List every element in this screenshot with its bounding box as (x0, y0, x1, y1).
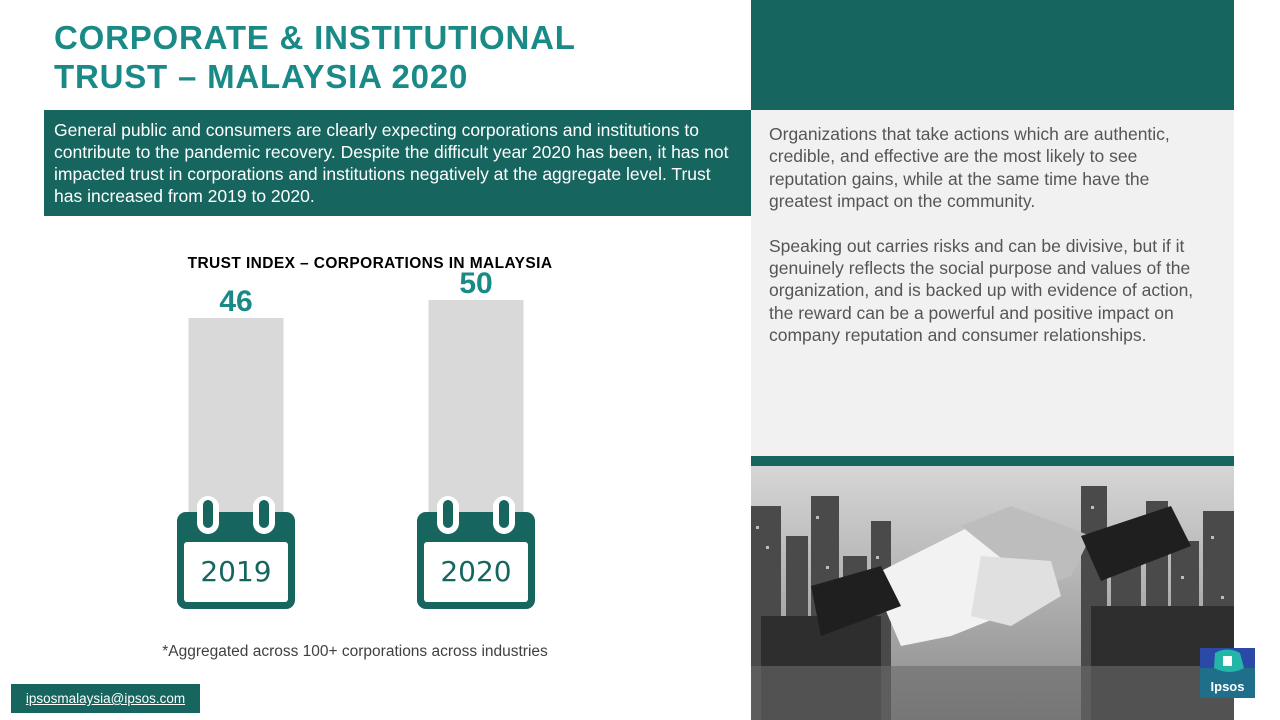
category-label-2020: 2020 (440, 555, 512, 588)
header-color-block (751, 0, 1234, 110)
trust-index-chart (140, 267, 580, 615)
page-title-line1: CORPORATE & INSTITUTIONAL (54, 19, 576, 56)
side-panel-paragraph-1: Organizations that take actions which are authentic, credible, and effective are the most likely to see reputation gains, while at the same time have the greatest impact on the community. (769, 124, 1170, 212)
side-panel-paragraph-2: Speaking out carries risks and can be divisive, but if it genuinely reflects the social purpose and values of the organization, and is backed up with evidence of action, the reward can be a powerful and positive impact on company reputation and consumer relationships. (769, 235, 1194, 346)
calendar-ring-2020-1 (499, 500, 509, 528)
email-link[interactable]: ipsosmalaysia@ipsos.com (11, 684, 200, 713)
data-label-2019: 46 (219, 285, 253, 318)
side-panel (751, 110, 1234, 456)
data-label-2020: 50 (459, 267, 493, 300)
intro-text-box: General public and consumers are clearly expecting corporations and institutions to contribute to the pandemic recovery. Despite the difficult year 2020 has been, it has not impacted trust in corporations and institutions negatively at the aggregate level. Trust has increased from 2019 to 2020. (44, 110, 751, 216)
calendar-ring-2019-1 (259, 500, 269, 528)
photo-divider-bar (751, 456, 1234, 466)
ipsos-logo (1200, 648, 1255, 698)
category-label-2019: 2019 (200, 555, 272, 588)
handshake-city-photo (751, 466, 1234, 720)
bar-2020 (429, 300, 524, 525)
bar-2019 (189, 318, 284, 525)
page-title (54, 18, 714, 96)
svg-text:Ipsos: Ipsos (1210, 679, 1245, 694)
page-title-line2: TRUST – MALAYSIA 2020 (54, 58, 469, 95)
calendar-ring-2019-0 (203, 500, 213, 528)
calendar-ring-2020-0 (443, 500, 453, 528)
chart-title: TRUST INDEX – CORPORATIONS IN MALAYSIA (187, 255, 553, 272)
chart-footnote: *Aggregated across 100+ corporations across industries (162, 643, 548, 660)
